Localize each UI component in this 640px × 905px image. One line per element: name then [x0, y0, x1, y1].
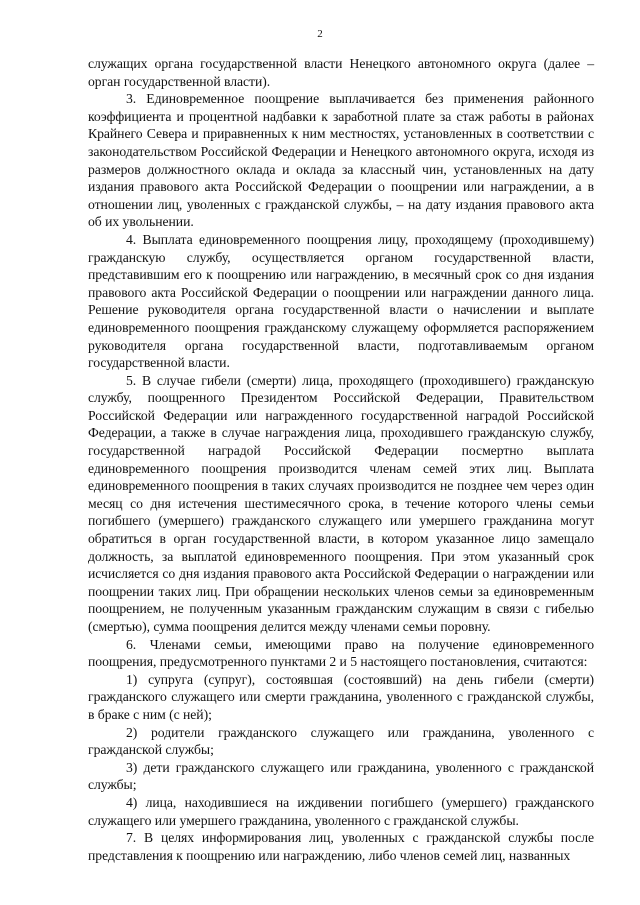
paragraph-3: 3. Единовременное поощрение выплачивается без применения районного коэффициента и процентной надбавки к заработной плате за стаж работы в районах Крайнего Севера и приравненных к ним местностях, установленных в соответствии с законодательством Российской Федерации и Ненецкого автономного округа, исходя из размеров должностного оклада и оклада за классный чин, установленных на дату издания правового акта Российской Федерации о поощрении или награждении, а в отношении лиц, уволенных с гражданской службы, – на дату издания правового акта об их увольнении. [88, 91, 594, 230]
paragraph-5: 5. В случае гибели (смерти) лица, проходящего (проходившего) гражданскую службу, поощренного Президентом Российской Федерации, Правительством Российской Федерации или награжденного государственной наградой Российской Федерации, а также в случае награждения лица, проходившего гражданскую службу, государственной наградой Российской Федерации посмертно выплата единовременного поощрения производится членам семей этих лиц. Выплата единовременного поощрения в таких случаях производится не позднее чем через один месяц со дня истечения шестимесячного срока, в течение которого члены семьи погибшего (умершего) гражданского служащего или умершего гражданина могут обратиться в орган государственной власти, в котором указанное лицо замещало должность, за выплатой единовременного поощрения. При этом указанный срок исчисляется со дня издания правового акта Российской Федерации о награждении или поощрении таких лиц. При обращении нескольких членов семьи за единовременным поощрением, не полученным указанным гражданским служащим в связи с гибелью (смертью), сумма поощрения делится между членами семьи поровну. [88, 372, 594, 634]
paragraph-7: 7. В целях информирования лиц, уволенных с гражданской службы после представления к поощрению или награждению, либо членов семей лиц, названных [88, 830, 594, 863]
list-item-spouse: 1) супруга (супруг), состоявшая (состоявший) на день гибели (смерти) гражданского служащего или смерти гражданина, уволенного с гражданской службы, в браке с ним (с ней); [88, 671, 594, 722]
document-body [88, 55, 594, 864]
list-item-children: 3) дети гражданского служащего или гражданина, уволенного с гражданской службы; [88, 759, 594, 793]
list-item-dependents: 4) лица, находившиеся на иждивении погибшего (умершего) гражданского служащего или умершего гражданина, уволенного с гражданской службы. [88, 794, 594, 828]
paragraph-continuation: служащих органа государственной власти Ненецкого автономного округа (далее – орган государственной власти). [88, 56, 594, 89]
page-number: 2 [317, 28, 323, 40]
paragraph-6: 6. Членами семьи, имеющими право на получение единовременного поощрения, предусмотренного пунктами 2 и 5 настоящего постановления, считаются: [88, 636, 594, 670]
paragraph-4: 4. Выплата единовременного поощрения лицу, проходящему (проходившему) гражданскую службу, осуществляется органом государственной власти, представившим его к поощрению или награждению, в месячный срок со дня издания правового акта Российской Федерации о поощрении или награждении данного лица. Решение руководителя органа государственной власти о начислении и выплате единовременного поощрения гражданскому служащему оформляется распоряжением руководителя органа государственной власти, подготавливаемым органом государственной власти. [88, 231, 594, 371]
list-item-parents: 2) родители гражданского служащего или гражданина, уволенного с гражданской службы; [88, 724, 594, 758]
